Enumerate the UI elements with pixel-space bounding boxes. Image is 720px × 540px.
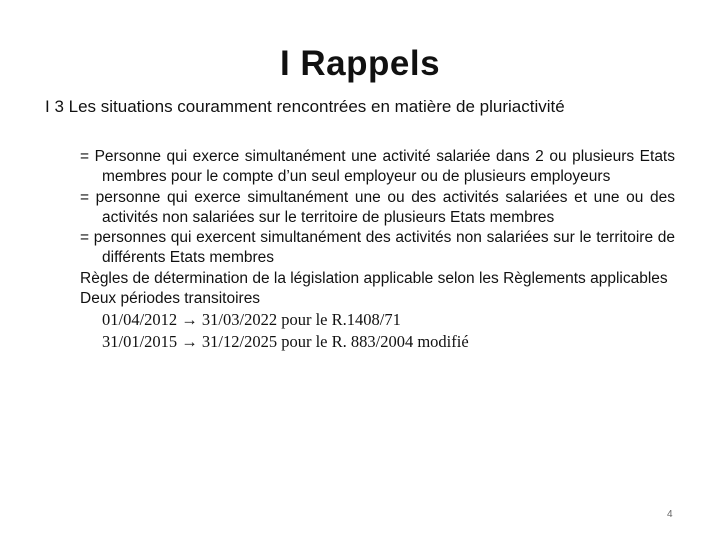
paragraph-self-employed-multi-state: = personnes qui exercent simultanément des activités non salariées sur le territoire de différents Etats membres [80,229,675,267]
page-number: 4 [667,509,673,520]
slide-title: I Rappels [279,44,441,83]
transitional-period-1408: 01/04/2012 → 31/03/2022 pour le R.1408/71 [102,310,401,330]
paragraph-salaried-multi-state: = Personne qui exerce simultanément une activité salariée dans 2 ou plusieurs Etats membres pour le compte d’un seul employeur ou de plusieurs employeurs [80,148,675,186]
paragraph-transitional-periods: Deux périodes transitoires [80,290,261,308]
slide-subtitle: I 3 Les situations couramment rencontrées en matière de pluriactivité [45,97,565,116]
transitional-period-883: 31/01/2015 → 31/12/2025 pour le R. 883/2004 modifié [102,332,469,352]
paragraph-salaried-and-self-employed: = personne qui exerce simultanément une ou des activités salariées et une ou des activités non salariées sur le territoire de plusieurs Etats membres [80,188,675,226]
slide-content [80,147,675,353]
paragraph-applicable-rules: Règles de détermination de la législation applicable selon les Règlements applicables [80,269,668,287]
